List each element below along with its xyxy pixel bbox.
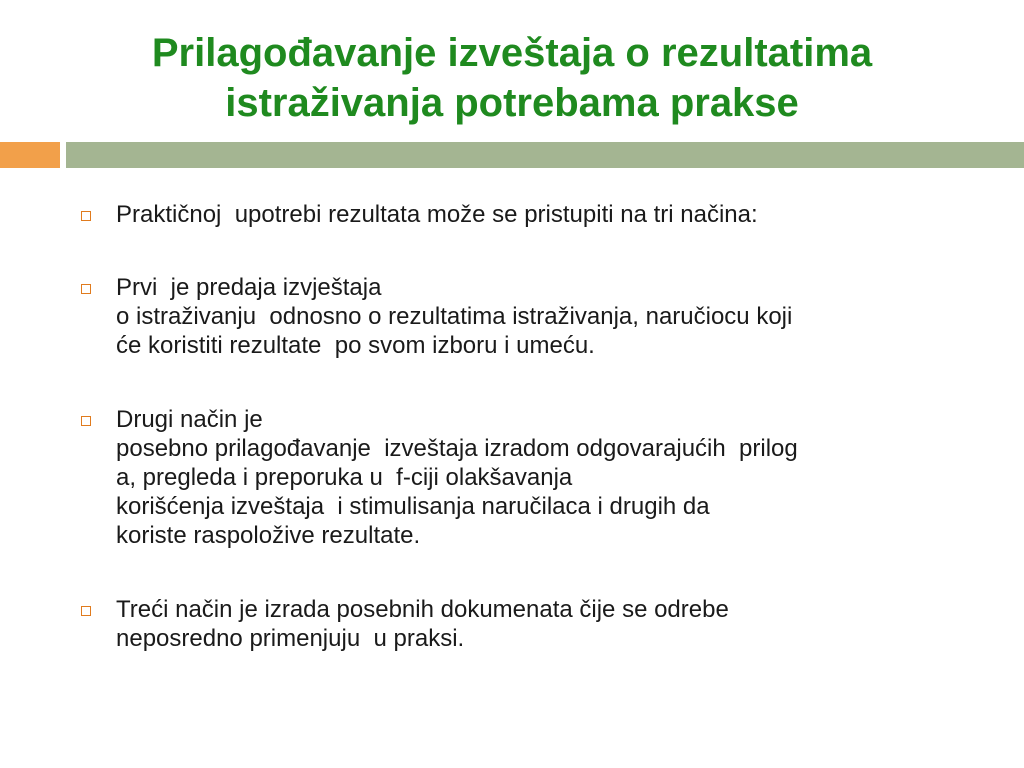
bullet-4-line-1: Treći način je izrada posebnih dokumenata čije se odrebe: [116, 596, 729, 623]
bullet-3-line-4: korišćenja izveštaja i stimulisanja naručilaca i drugih da: [116, 493, 710, 520]
bullet-3-line-2: posebno prilagođavanje izveštaja izradom odgovarajućih prilog: [116, 435, 798, 462]
bullet-2-line-3: će koristiti rezultate po svom izboru i umeću.: [116, 332, 595, 359]
bullet-1-line-1: Praktičnoj upotrebi rezultata može se pristupiti na tri načina:: [116, 201, 758, 228]
square-bullet-icon: [81, 416, 91, 426]
slide-title: [40, 28, 984, 128]
bullet-2-line-2: o istraživanju odnosno o rezultatima istraživanja, naručiocu koji: [116, 303, 793, 330]
bullet-item-3: [80, 405, 980, 550]
bullet-2-line-1: Prvi je predaja izvještaja: [116, 274, 382, 301]
square-bullet-icon: [81, 284, 91, 294]
accent-bar-gray: [66, 142, 1024, 168]
bullet-item-4: [80, 595, 980, 653]
bullet-3-line-1: Drugi način je: [116, 406, 263, 433]
bullet-item-1: [80, 200, 980, 229]
title-line-1: Prilagođavanje izveštaja o rezultatima: [151, 31, 873, 75]
title-line-2: istraživanja potrebama prakse: [225, 81, 799, 125]
bullet-list: [80, 200, 980, 653]
bullet-4-line-2: neposredno primenjuju u praksi.: [116, 625, 465, 652]
bullet-item-2: [80, 273, 980, 360]
accent-bar-orange: [0, 142, 60, 168]
bullet-3-line-3: a, pregleda i preporuka u f-ciji olakšavanja: [116, 464, 573, 491]
square-bullet-icon: [81, 211, 91, 221]
bullet-3-line-5: koriste raspoložive rezultate.: [116, 522, 421, 549]
square-bullet-icon: [81, 606, 91, 616]
